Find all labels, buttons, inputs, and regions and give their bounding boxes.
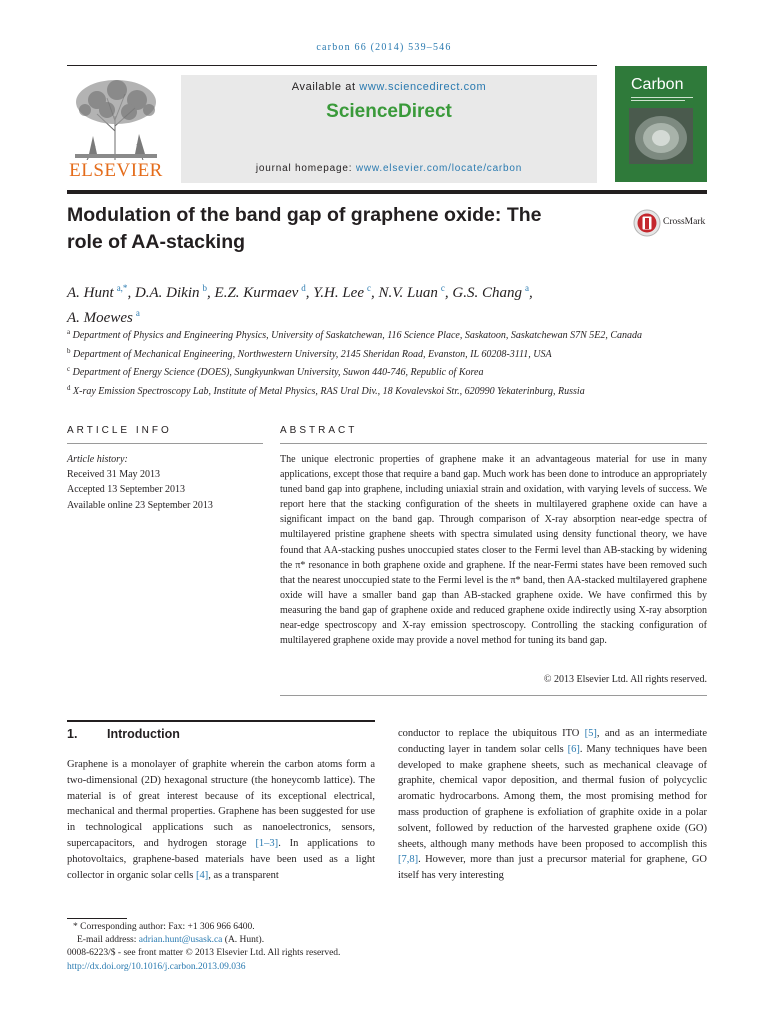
journal-homepage-link[interactable]: www.elsevier.com/locate/carbon bbox=[355, 163, 523, 174]
abstract-rule bbox=[280, 443, 707, 444]
affiliation-text: X-ray Emission Spectroscopy Lab, Institute of Metal Physics, RAS Ural Div., 18 Kovalevskoi Str., 620990 Yekaterinburg, Russia bbox=[73, 386, 585, 398]
author-name: G.S. Chang bbox=[452, 285, 522, 301]
article-history bbox=[67, 452, 263, 513]
article-info-heading: ARTICLE INFO bbox=[67, 425, 172, 436]
author bbox=[215, 285, 314, 301]
affiliation bbox=[67, 362, 717, 381]
affiliation-text: Department of Mechanical Engineering, Northwestern University, 2145 Sheridan Road, Evanston, IL 60208-3111, USA bbox=[73, 348, 552, 360]
elsevier-tree-icon bbox=[67, 76, 165, 160]
author bbox=[452, 285, 532, 301]
citation-link[interactable]: [6] bbox=[567, 743, 580, 755]
affiliation-key: d bbox=[67, 384, 71, 393]
author-separator: , bbox=[371, 285, 379, 301]
body-text: , and as an intermediate conducting layer in tandem solar cells bbox=[398, 728, 707, 755]
email-suffix: (A. Hunt). bbox=[222, 935, 265, 946]
sciencedirect-banner bbox=[181, 75, 597, 183]
homepage-prefix: journal homepage: bbox=[255, 163, 356, 174]
body-text: , as a transparent bbox=[208, 869, 279, 881]
citation-link[interactable]: [5] bbox=[584, 728, 597, 739]
author-name: D.A. Dikin bbox=[134, 285, 200, 301]
author bbox=[67, 310, 140, 326]
affiliation bbox=[67, 325, 717, 344]
body-text: conductor to replace the ubiquitous ITO bbox=[398, 728, 585, 739]
title-line-1: Modulation of the band gap of graphene oxide: The bbox=[67, 204, 542, 226]
author-name: N.V. Luan bbox=[378, 285, 438, 301]
doi-link[interactable]: http://dx.doi.org/10.1016/j.carbon.2013.09.036 bbox=[67, 961, 246, 972]
history-accepted: Accepted 13 September 2013 bbox=[67, 484, 186, 496]
elsevier-wordmark: ELSEVIER bbox=[69, 160, 163, 181]
available-prefix: Available at bbox=[291, 81, 360, 93]
body-text: Graphene is a monolayer of graphite wherein the carbon atoms form a two-dimensional (2D) hexagonal structure (the honeycomb lattice). The material is of great interest because of its exceptional electrical, mechanical and thermal properties. Graphene has been suggested for use in technological applications such as nanoelectronics, sensors, supercapacitors, and hydrogen storage bbox=[67, 759, 375, 849]
sciencedirect-brand: ScienceDirect bbox=[326, 101, 452, 122]
body-column-left bbox=[67, 757, 375, 883]
affiliation-key: a bbox=[67, 328, 71, 336]
author-name: E.Z. Kurmaev bbox=[214, 285, 299, 301]
cover-title: Carbon bbox=[631, 76, 684, 93]
cover-subtitle-lines bbox=[631, 96, 701, 104]
author-name: Y.H. Lee bbox=[313, 285, 365, 301]
elsevier-logo[interactable] bbox=[67, 76, 165, 184]
author-separator: , bbox=[207, 285, 215, 301]
author-list bbox=[67, 278, 707, 328]
author bbox=[67, 285, 135, 301]
abstract-heading: ABSTRACT bbox=[280, 425, 358, 436]
author-affil-sup[interactable]: c bbox=[367, 283, 372, 293]
author-affil-sup[interactable]: c bbox=[440, 283, 445, 293]
author-affil-sup[interactable]: a bbox=[135, 308, 140, 318]
footnote-rule bbox=[67, 918, 127, 919]
abstract-text: The unique electronic properties of graphene make it an advantageous material for use in many applications, except those that require a band gap. Much work has been done to introduce an appropriately tuned band gap into graphene, including uniaxial strain and oxidation, with varying levels of success. We report here that the stacking configuration of the sheets in multilayered graphene oxide can have a significant impact on the band gap. Through comparison of X-ray absorption near-edge spectra of multilayered pristine graphene sheets with spectra simulated using density functional theory, we have found that AA-stacking pushes unoccupied states closer to the Fermi level than AB-stacking by widening the π* resonance in both graphene oxide and graphene. If the near-Fermi states have been removed such that the nearest unoccupied state to the Fermi level is the π* band, then AA-stacked multilayered graphene oxide will have a smaller band gap than AB-stacked graphene oxide. We have confirmed this by measuring the band gap of graphene oxide and reduced graphene oxide indirectly using X-ray absorption near-edge spectroscopy and X-ray emission spectroscopy. Controlling the stacking configuration of multilayered graphene oxide may provide a novel method for tuning its band gap. bbox=[280, 454, 707, 647]
citation-link[interactable]: [4] bbox=[195, 869, 209, 881]
journal-cover[interactable] bbox=[615, 66, 707, 182]
body-column-right bbox=[398, 726, 707, 884]
title-line-2: role of AA-stacking bbox=[67, 231, 246, 253]
section-number: 1. bbox=[67, 727, 78, 741]
corresponding-author-note: * Corresponding author: Fax: +1 306 966 6400. bbox=[73, 922, 255, 932]
history-label: Article history: bbox=[67, 454, 128, 465]
abstract-copyright: © 2013 Elsevier Ltd. All rights reserved. bbox=[543, 674, 707, 685]
abstract-bottom-rule bbox=[280, 695, 707, 696]
author-separator: , bbox=[528, 285, 533, 301]
author-separator: , bbox=[444, 285, 453, 301]
crossmark-icon bbox=[633, 209, 661, 237]
affiliation-text: Department of Physics and Engineering Physics, University of Saskatchewan, 116 Science Place, Saskatoon, Saskatchewan S7N 5E2, Canada bbox=[72, 330, 643, 341]
author-affil-sup[interactable]: a bbox=[524, 283, 529, 293]
author-affil-sup[interactable]: a,* bbox=[116, 283, 128, 293]
section-rule bbox=[67, 720, 375, 722]
section-title: Introduction bbox=[107, 727, 180, 741]
author bbox=[135, 285, 215, 301]
body-text: . However, more than just a precursor material for graphene, GO itself has very interesting bbox=[398, 854, 707, 882]
author-name: A. Moewes bbox=[67, 310, 133, 326]
citation-link[interactable]: [1–3] bbox=[255, 837, 279, 849]
affiliation bbox=[67, 344, 717, 363]
available-at bbox=[181, 81, 597, 93]
author bbox=[379, 285, 453, 301]
cover-artwork-icon bbox=[629, 108, 693, 164]
author-separator: , bbox=[127, 285, 135, 301]
issn-note: 0008-6223/$ - see front matter © 2013 Elsevier Ltd. All rights reserved. bbox=[67, 948, 341, 959]
author-affil-sup[interactable]: b bbox=[202, 283, 208, 293]
email-prefix: E-mail address: bbox=[77, 935, 139, 946]
author bbox=[313, 285, 378, 301]
body-text: . Many techniques have been developed to make graphene sheets, such as mechanical cleavage of graphite, chemical vapor deposition, and thermal fusion of polycyclic aromatic hydrocarbons. Among them, the most promising method for mass production of graphene is exfoliation of graphite oxide in a polar solvent, followed by reduction of the harvested graphene oxide (GO) sheets, although many methods have been proposed to accomplish this bbox=[398, 743, 707, 850]
section-heading bbox=[67, 727, 180, 741]
journal-homepage bbox=[181, 163, 597, 174]
footnotes bbox=[67, 921, 707, 974]
body-text: . In applications to photovoltaics, graphene-based materials have been used as a light collector in organic solar cells bbox=[67, 837, 375, 881]
history-received: Received 31 May 2013 bbox=[67, 469, 161, 481]
cover-image bbox=[629, 108, 693, 164]
crossmark-badge[interactable] bbox=[633, 209, 713, 237]
affiliation-key: b bbox=[67, 346, 71, 355]
affiliation-list bbox=[67, 325, 717, 400]
author-separator: , bbox=[305, 285, 314, 301]
affiliation-text: Department of Energy Science (DOES), Sungkyunkwan University, Suwon 440-746, Republic of Korea bbox=[72, 367, 484, 379]
affiliation bbox=[67, 381, 717, 400]
author-name: A. Hunt bbox=[67, 285, 114, 301]
running-head: carbon 66 (2014) 539–546 bbox=[316, 42, 452, 53]
history-online: Available online 23 September 2013 bbox=[67, 499, 213, 511]
email-link[interactable]: adrian.hunt@usask.ca bbox=[138, 935, 223, 946]
affiliation-key: c bbox=[67, 365, 71, 374]
sciencedirect-link[interactable]: www.sciencedirect.com bbox=[359, 81, 487, 93]
masthead-rule bbox=[67, 190, 707, 194]
crossmark-label: CrossMark bbox=[663, 217, 706, 227]
article-title bbox=[67, 202, 607, 256]
article-info-rule bbox=[67, 443, 263, 444]
citation-link[interactable]: [7,8] bbox=[398, 854, 419, 866]
email-note bbox=[67, 934, 707, 947]
header-rule bbox=[67, 65, 597, 66]
author-affil-sup[interactable]: d bbox=[301, 283, 306, 293]
